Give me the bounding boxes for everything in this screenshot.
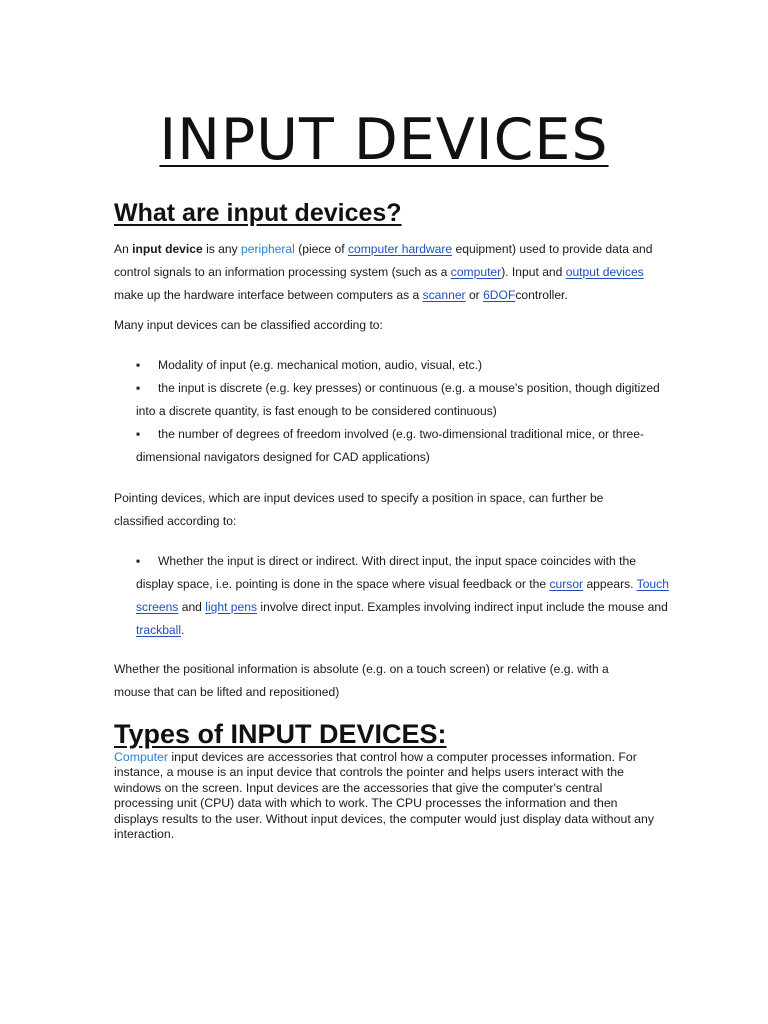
list-item: [114, 423, 674, 469]
text-run: is any: [202, 242, 242, 256]
link-peripheral[interactable]: peripheral: [241, 242, 295, 256]
intro-paragraph: [114, 238, 659, 307]
text-run: ). Input and: [501, 265, 566, 279]
list-item-text: Modality of input (e.g. mechanical motion, audio, visual, etc.): [158, 358, 483, 372]
list-item: [114, 354, 674, 377]
classification-list: [114, 354, 674, 469]
text-run: involve direct input. Examples involving indirect input include the mouse and: [257, 600, 668, 614]
link-6dof[interactable]: 6DOF: [483, 288, 516, 302]
positional-info-paragraph: Whether the positional information is absolute (e.g. on a touch screen) or relative (e.g. with a mouse that can be lifted and repositioned): [114, 662, 609, 699]
link-computer[interactable]: computer: [450, 265, 502, 279]
section-heading-what-are-input-devices: What are input devices?: [114, 199, 402, 227]
link-scanner[interactable]: scanner: [422, 288, 466, 302]
list-item-text: the number of degrees of freedom involved (e.g. two-dimensional traditional mice, or three-dimensional navigators designed for CAD applications): [136, 427, 645, 464]
bold-term-input-device: input device: [132, 242, 203, 256]
text-run: or: [465, 288, 484, 302]
page-title: INPUT DEVICES: [159, 107, 609, 173]
text-run: (piece of: [294, 242, 348, 256]
text-run: appears.: [583, 577, 637, 591]
bullet-icon: ▪: [136, 358, 141, 372]
classification-intro: Many input devices can be classified according to:: [114, 318, 383, 332]
text-run: controller.: [515, 288, 568, 302]
bullet-icon: ▪: [136, 381, 141, 395]
link-trackball[interactable]: trackball: [136, 623, 182, 637]
text-run: .: [181, 623, 185, 637]
link-cursor[interactable]: cursor: [549, 577, 584, 591]
text-run: equipment) used to provide data and control signals to an information processing system (such as a: [114, 242, 653, 279]
pointing-devices-paragraph: Pointing devices, which are input devices used to specify a position in space, can further be classified according to:: [114, 491, 604, 528]
text-run: An: [114, 242, 133, 256]
section-heading-types-of-input-devices: Types of INPUT DEVICES:: [114, 719, 447, 749]
bullet-icon: ▪: [136, 554, 141, 568]
text-run: Whether the input is direct or indirect. With direct input, the input space coincides with the display space, i.e. pointing is done in the space where visual feedback or the: [136, 554, 636, 591]
text-run: make up the hardware interface between computers as a: [114, 288, 423, 302]
list-item: [114, 377, 674, 423]
link-computer-hardware[interactable]: computer hardware: [347, 242, 453, 256]
text-run: and: [178, 600, 206, 614]
list-item: [114, 550, 674, 642]
bullet-icon: ▪: [136, 427, 141, 441]
link-touch-screens[interactable]: Touch screens: [136, 577, 669, 614]
list-item-text: the input is discrete (e.g. key presses) or continuous (e.g. a mouse's position, though digitized into a discrete quantity, is fast enough to be considered continuous): [136, 381, 660, 418]
pointing-list: [114, 550, 674, 642]
types-paragraph: [114, 750, 654, 842]
text-run: input devices are accessories that control how a computer processes information. For instance, a mouse is an input device that controls the pointer and helps users interact with the windows on the screen. Input devices are the accessories that give the computer's central processing unit (CPU) data with which to work. The CPU processes the information and then displays results to the user. Without input devices, the computer would just display data without any interaction.: [114, 750, 654, 842]
link-light-pens[interactable]: light pens: [205, 600, 258, 614]
link-computer-term[interactable]: Computer: [114, 750, 168, 764]
link-output-devices[interactable]: output devices: [565, 265, 644, 279]
